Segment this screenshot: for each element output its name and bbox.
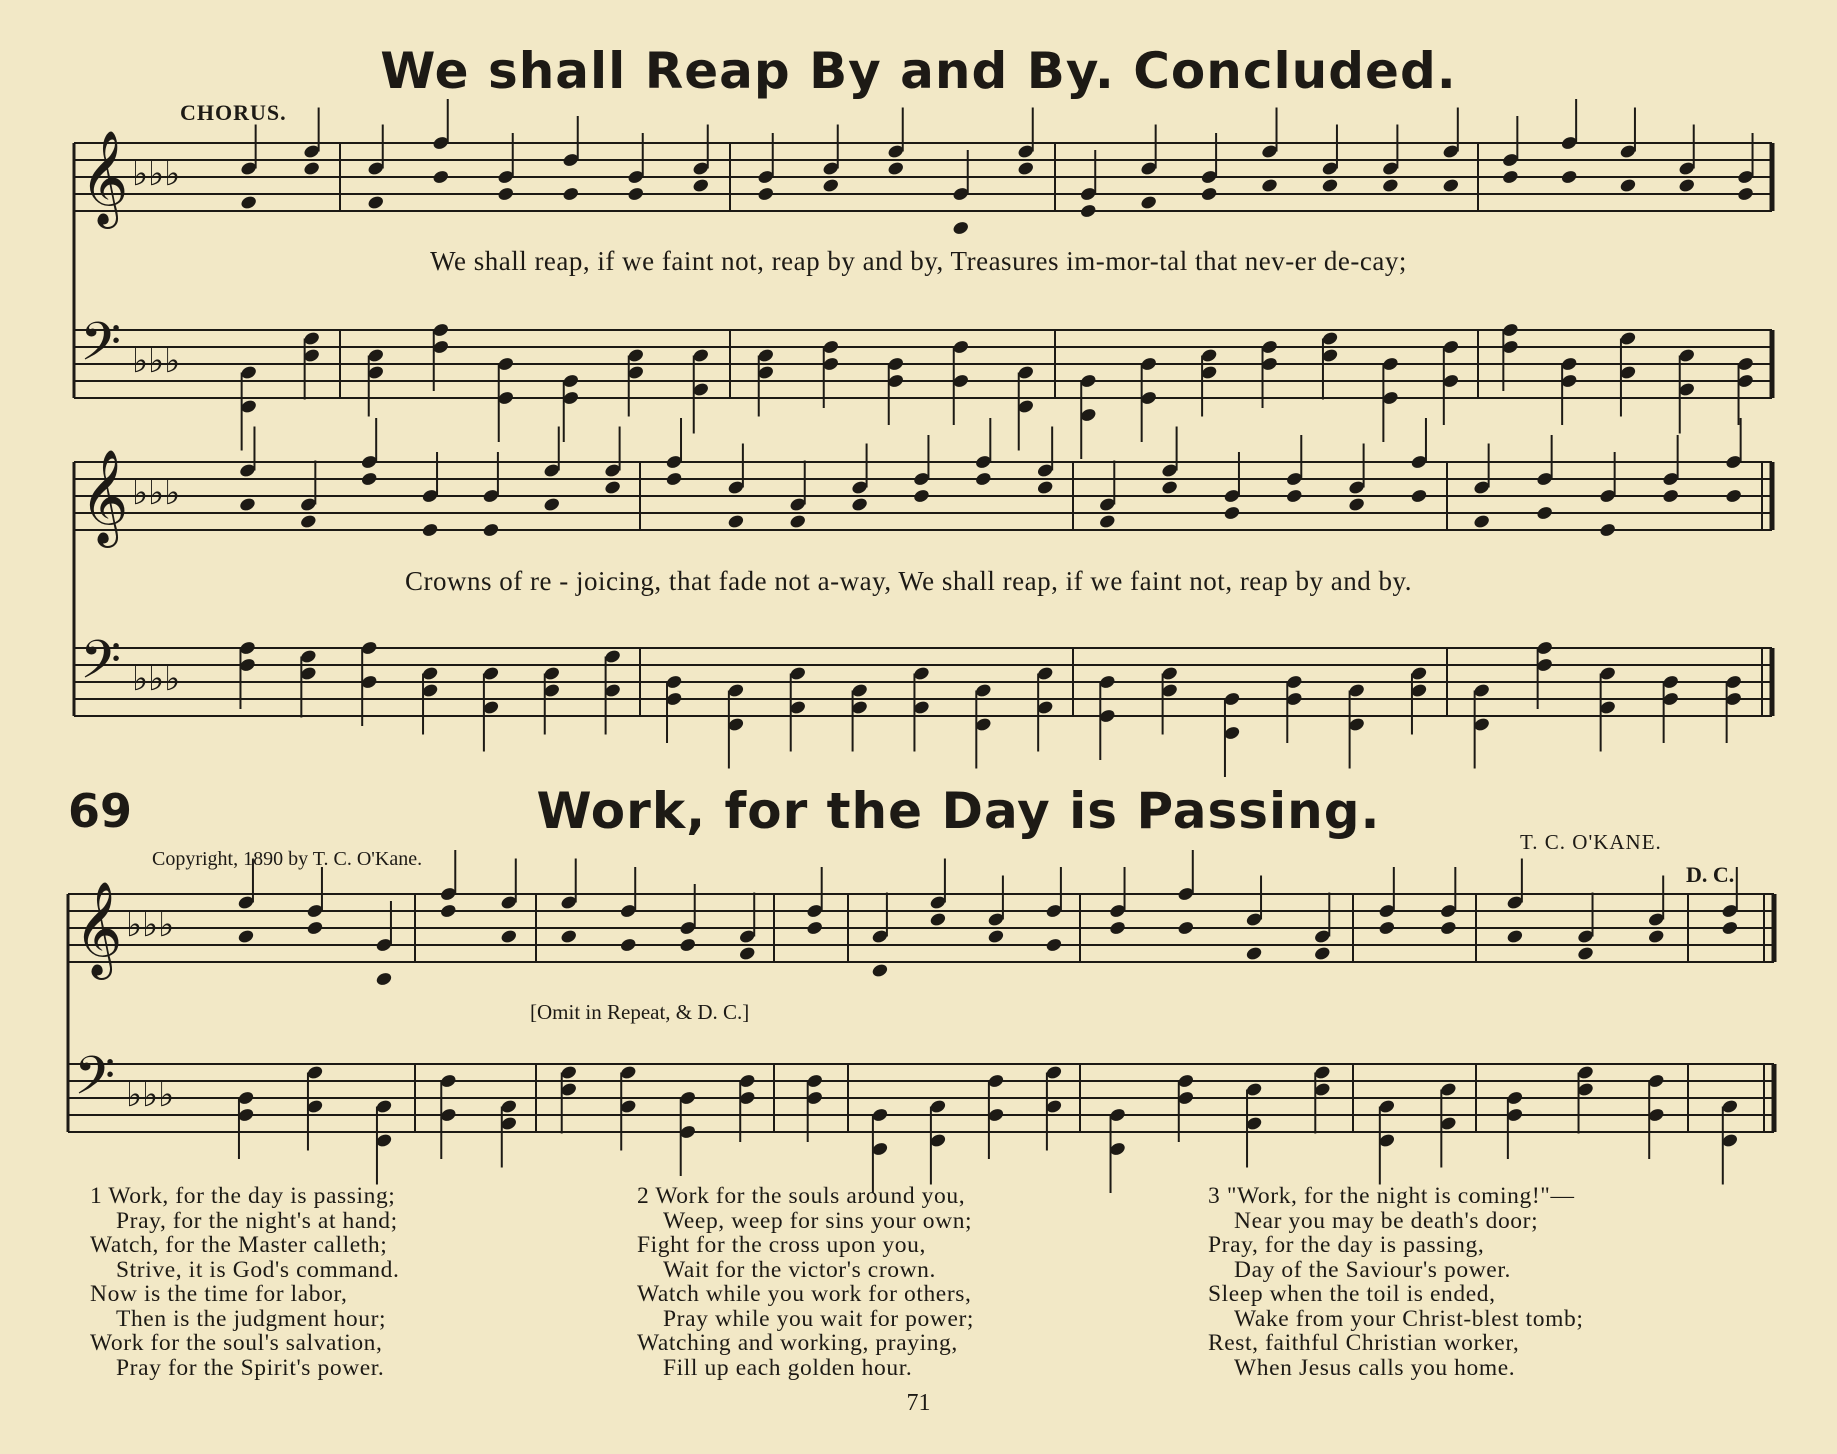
note-head [237, 928, 255, 944]
note-head [1725, 488, 1743, 504]
note-head [1619, 177, 1637, 193]
note-head [727, 513, 745, 529]
verse-line: Fill up each golden hour. [663, 1354, 913, 1381]
note-head [240, 194, 258, 210]
note-head [1439, 920, 1457, 936]
note-head [1576, 945, 1594, 961]
composer-credit: T. C. O'KANE. [1520, 830, 1662, 854]
treble-clef-icon: 𝄞 [74, 881, 123, 976]
verse-line: Wake from your Christ-blest tomb; [1234, 1305, 1584, 1332]
note-head [665, 471, 683, 487]
note-head [1410, 488, 1428, 504]
flat-icon: ♭♭♭ [132, 341, 181, 381]
note-head [1721, 920, 1739, 936]
note-head [987, 928, 1005, 944]
verse-line: Sleep when the toil is ended, [1208, 1281, 1496, 1307]
note-head [1245, 945, 1263, 961]
hymn-title: Work, for the Day is Passing. [536, 782, 1381, 840]
verse-line: Rest, faithful Christian worker, [1208, 1330, 1520, 1356]
note-head [1108, 920, 1126, 936]
note-head [627, 186, 645, 202]
verse-line: Watch, for the Master calleth; [90, 1232, 388, 1258]
note-head [952, 220, 970, 236]
note-head [806, 920, 824, 936]
verse-3 [1208, 1184, 1583, 1380]
verse-line: Strive, it is God's command. [116, 1256, 400, 1283]
flat-icon: ♭♭♭ [132, 154, 181, 194]
note-head [929, 911, 947, 927]
note-head [303, 160, 321, 176]
verse-line: Pray, for the night's at hand; [116, 1207, 398, 1234]
note-head [757, 186, 775, 202]
chorus-label: CHORUS. [180, 100, 287, 125]
treble-clef-icon: 𝄞 [80, 449, 129, 544]
verse-line: When Jesus calls you home. [1234, 1354, 1516, 1381]
note-head [822, 177, 840, 193]
bass-clef-icon: 𝄢 [80, 312, 122, 386]
verse-line: Work for the soul's salvation, [90, 1330, 383, 1356]
note-head [1442, 177, 1460, 193]
note-head [497, 186, 515, 202]
note-head [1378, 920, 1396, 936]
verse-line: Pray, for the day is passing, [1208, 1232, 1485, 1258]
note-head [562, 186, 580, 202]
note-head [619, 937, 637, 953]
note-head [432, 169, 450, 185]
note-head [1140, 194, 1158, 210]
note-head [1599, 522, 1617, 538]
note-head [1321, 177, 1339, 193]
repeat-instruction: [Omit in Repeat, & D. C.] [530, 1000, 750, 1024]
verse-line: Day of the Saviour's power. [1234, 1256, 1511, 1283]
bass-clef-icon: 𝄢 [74, 1046, 116, 1120]
note-head [603, 479, 621, 495]
note-head [738, 945, 756, 961]
verse-line: Pray while you wait for power; [663, 1305, 975, 1332]
note-head [1536, 505, 1554, 521]
verse-line: Wait for the victor's crown. [663, 1256, 936, 1283]
verse-1 [90, 1184, 399, 1380]
note-head [543, 496, 561, 512]
note-head [1200, 186, 1218, 202]
verse-line: Fight for the cross upon you, [637, 1232, 926, 1258]
flat-icon: ♭♭♭ [126, 905, 175, 945]
note-head [1285, 488, 1303, 504]
flat-icon: ♭♭♭ [132, 473, 181, 513]
treble-clef-icon: 𝄞 [80, 130, 129, 225]
note-head [1506, 928, 1524, 944]
note-head [482, 522, 500, 538]
note-head [1260, 177, 1278, 193]
note-head [439, 903, 457, 919]
note-head [1347, 496, 1365, 512]
note-head [238, 496, 256, 512]
note-head [421, 522, 439, 538]
note-head [500, 928, 518, 944]
page-number: 71 [906, 1390, 931, 1416]
verse-line: Now is the time for labor, [90, 1281, 348, 1307]
note-head [1662, 488, 1680, 504]
song-title-continued: We shall Reap By and By. Concluded. [380, 42, 1457, 100]
note-head [850, 496, 868, 512]
note-head [1160, 479, 1178, 495]
note-head [887, 160, 905, 176]
da-capo-mark: D. C. [1686, 862, 1735, 887]
clefs [74, 130, 180, 1120]
note-head [1098, 513, 1116, 529]
note-head [306, 920, 324, 936]
note-head [375, 971, 393, 987]
chorus-lyric-line-2: Crowns of re - joicing, that fade not a-way, We shall reap, if we faint not, reap by and by. [404, 566, 1413, 596]
note-head [1017, 160, 1035, 176]
verse-line: Pray for the Spirit's power. [116, 1354, 385, 1381]
verse-line: 2 Work for the souls around you, [637, 1183, 966, 1209]
note-head [299, 513, 317, 529]
note-head [1678, 177, 1696, 193]
verse-line: Near you may be death's door; [1234, 1207, 1539, 1234]
note-head [692, 177, 710, 193]
bass-clef-icon: 𝄢 [80, 630, 122, 704]
note-head [1560, 169, 1578, 185]
note-head [1177, 920, 1195, 936]
note-head [871, 962, 889, 978]
verse-line: 1 Work, for the day is passing; [90, 1183, 396, 1209]
note-head [560, 928, 578, 944]
note-head [912, 488, 930, 504]
note-head [789, 513, 807, 529]
verse-2 [637, 1184, 974, 1380]
note-head [1036, 479, 1054, 495]
note-head [1381, 177, 1399, 193]
copyright-notice: Copyright, 1890 by T. C. O'Kane. [152, 848, 423, 870]
note-heads [237, 99, 1755, 1193]
verse-line: Weep, weep for sins your own; [663, 1207, 973, 1234]
hymn-number: 69 [68, 784, 133, 838]
flat-icon: ♭♭♭ [132, 659, 181, 699]
chorus-lyric-line-1: We shall reap, if we faint not, reap by and by, Treasures im-mor-tal that nev-er de-cay; [430, 246, 1407, 276]
note-head [1473, 513, 1491, 529]
staff-lines [68, 143, 1774, 1132]
note-head [360, 471, 378, 487]
note-head [974, 471, 992, 487]
verse-line: Then is the judgment hour; [116, 1305, 387, 1332]
note-head [1045, 937, 1063, 953]
note-head [1647, 928, 1665, 944]
verse-line: 3 "Work, for the night is coming!"— [1208, 1183, 1575, 1209]
verse-line: Watch while you work for others, [637, 1281, 972, 1307]
note-head [367, 194, 385, 210]
note-head [1313, 945, 1331, 961]
note-head [679, 937, 697, 953]
verse-line: Watching and working, praying, [637, 1330, 958, 1356]
note-head [1223, 505, 1241, 521]
note-head [1079, 203, 1097, 219]
note-head [1736, 186, 1754, 202]
flat-icon: ♭♭♭ [126, 1075, 175, 1115]
note-head [1501, 169, 1519, 185]
